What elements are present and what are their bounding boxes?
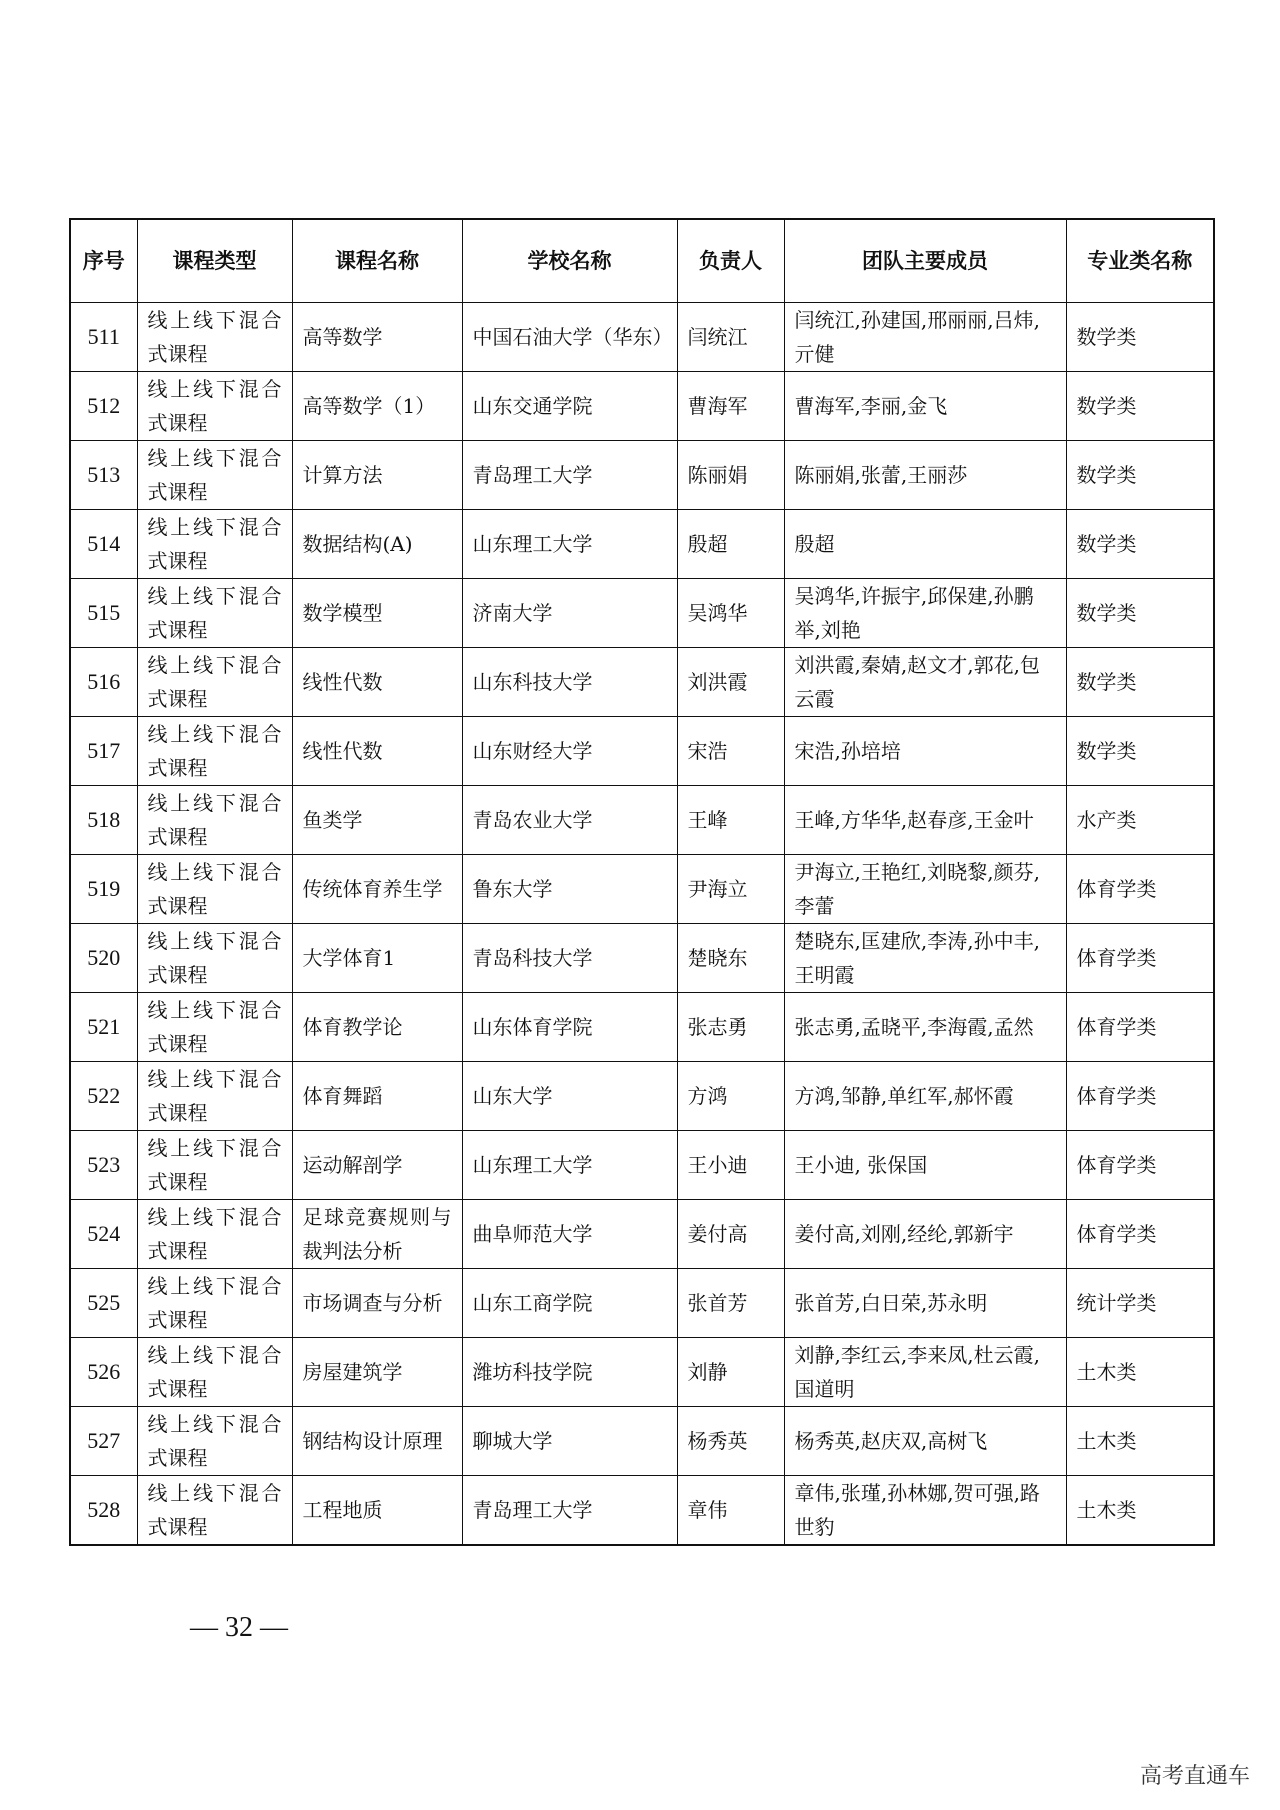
cell-index: 526 (70, 1338, 137, 1407)
header-course-name: 课程名称 (292, 219, 462, 303)
cell-course-type: 线上线下混合式课程 (137, 303, 292, 372)
cell-school-name: 中国石油大学（华东） (462, 303, 677, 372)
cell-index: 519 (70, 855, 137, 924)
cell-lead: 章伟 (677, 1476, 784, 1546)
cell-lead: 杨秀英 (677, 1407, 784, 1476)
header-team-members: 团队主要成员 (784, 219, 1066, 303)
cell-major-category: 数学类 (1066, 372, 1214, 441)
cell-index: 513 (70, 441, 137, 510)
cell-course-name: 数据结构(A) (292, 510, 462, 579)
cell-major-category: 土木类 (1066, 1476, 1214, 1546)
cell-team-members: 张首芳,白日荣,苏永明 (784, 1269, 1066, 1338)
table-row (70, 993, 1214, 1062)
cell-course-type: 线上线下混合式课程 (137, 510, 292, 579)
cell-team-members: 王小迪, 张保国 (784, 1131, 1066, 1200)
cell-course-name: 市场调查与分析 (292, 1269, 462, 1338)
table-row (70, 786, 1214, 855)
cell-school-name: 山东理工大学 (462, 510, 677, 579)
cell-school-name: 鲁东大学 (462, 855, 677, 924)
watermark-text: 高考直通车 (1139, 1764, 1250, 1789)
cell-course-name: 运动解剖学 (292, 1131, 462, 1200)
cell-index: 525 (70, 1269, 137, 1338)
cell-course-type: 线上线下混合式课程 (137, 441, 292, 510)
cell-course-name: 足球竞赛规则与裁判法分析 (292, 1200, 462, 1269)
cell-course-type: 线上线下混合式课程 (137, 1131, 292, 1200)
table-row (70, 648, 1214, 717)
cell-major-category: 体育学类 (1066, 855, 1214, 924)
cell-major-category: 体育学类 (1066, 1200, 1214, 1269)
cell-team-members: 张志勇,孟晓平,李海霞,孟然 (784, 993, 1066, 1062)
cell-lead: 陈丽娟 (677, 441, 784, 510)
cell-course-type: 线上线下混合式课程 (137, 924, 292, 993)
cell-team-members: 吴鸿华,许振宇,邱保建,孙鹏举,刘艳 (784, 579, 1066, 648)
table-row (70, 1338, 1214, 1407)
cell-course-type: 线上线下混合式课程 (137, 1476, 292, 1546)
cell-team-members: 刘静,李红云,李来凤,杜云霞,国道明 (784, 1338, 1066, 1407)
cell-lead: 宋浩 (677, 717, 784, 786)
cell-major-category: 土木类 (1066, 1407, 1214, 1476)
cell-school-name: 曲阜师范大学 (462, 1200, 677, 1269)
cell-course-name: 房屋建筑学 (292, 1338, 462, 1407)
cell-course-name: 传统体育养生学 (292, 855, 462, 924)
cell-lead: 刘静 (677, 1338, 784, 1407)
cell-team-members: 楚晓东,匡建欣,李涛,孙中丰,王明霞 (784, 924, 1066, 993)
cell-school-name: 山东理工大学 (462, 1131, 677, 1200)
cell-index: 522 (70, 1062, 137, 1131)
cell-team-members: 尹海立,王艳红,刘晓黎,颜芬,李蕾 (784, 855, 1066, 924)
cell-index: 524 (70, 1200, 137, 1269)
cell-team-members: 杨秀英,赵庆双,高树飞 (784, 1407, 1066, 1476)
cell-team-members: 宋浩,孙培培 (784, 717, 1066, 786)
cell-course-type: 线上线下混合式课程 (137, 717, 292, 786)
cell-course-name: 体育教学论 (292, 993, 462, 1062)
cell-course-type: 线上线下混合式课程 (137, 1338, 292, 1407)
cell-team-members: 闫统江,孙建国,邢丽丽,吕炜,亓健 (784, 303, 1066, 372)
cell-school-name: 山东大学 (462, 1062, 677, 1131)
cell-team-members: 刘洪霞,秦婧,赵文才,郭花,包云霞 (784, 648, 1066, 717)
cell-team-members: 陈丽娟,张蕾,王丽莎 (784, 441, 1066, 510)
cell-school-name: 青岛科技大学 (462, 924, 677, 993)
cell-team-members: 殷超 (784, 510, 1066, 579)
cell-course-type: 线上线下混合式课程 (137, 1062, 292, 1131)
table-row (70, 1200, 1214, 1269)
cell-course-name: 计算方法 (292, 441, 462, 510)
header-major-category: 专业类名称 (1066, 219, 1214, 303)
cell-major-category: 体育学类 (1066, 1062, 1214, 1131)
cell-team-members: 方鸿,邹静,单红军,郝怀霞 (784, 1062, 1066, 1131)
cell-major-category: 体育学类 (1066, 993, 1214, 1062)
cell-course-name: 钢结构设计原理 (292, 1407, 462, 1476)
cell-major-category: 统计学类 (1066, 1269, 1214, 1338)
cell-course-type: 线上线下混合式课程 (137, 1269, 292, 1338)
table-row (70, 1131, 1214, 1200)
cell-lead: 殷超 (677, 510, 784, 579)
cell-course-name: 数学模型 (292, 579, 462, 648)
cell-index: 512 (70, 372, 137, 441)
cell-major-category: 数学类 (1066, 441, 1214, 510)
table-body (70, 303, 1214, 1546)
table-row (70, 1476, 1214, 1546)
table-row (70, 1407, 1214, 1476)
cell-school-name: 潍坊科技学院 (462, 1338, 677, 1407)
table-row (70, 579, 1214, 648)
header-school-name: 学校名称 (462, 219, 677, 303)
cell-major-category: 数学类 (1066, 510, 1214, 579)
table-row (70, 855, 1214, 924)
cell-school-name: 青岛理工大学 (462, 441, 677, 510)
header-index: 序号 (70, 219, 137, 303)
table-row (70, 924, 1214, 993)
table-row (70, 303, 1214, 372)
cell-course-type: 线上线下混合式课程 (137, 579, 292, 648)
course-table (69, 218, 1215, 1546)
cell-course-name: 高等数学（1） (292, 372, 462, 441)
cell-index: 523 (70, 1131, 137, 1200)
cell-school-name: 济南大学 (462, 579, 677, 648)
cell-lead: 王峰 (677, 786, 784, 855)
cell-team-members: 章伟,张瑾,孙林娜,贺可强,路世豹 (784, 1476, 1066, 1546)
cell-index: 516 (70, 648, 137, 717)
cell-index: 521 (70, 993, 137, 1062)
cell-index: 527 (70, 1407, 137, 1476)
table-row (70, 441, 1214, 510)
cell-course-type: 线上线下混合式课程 (137, 855, 292, 924)
cell-school-name: 山东交通学院 (462, 372, 677, 441)
cell-course-type: 线上线下混合式课程 (137, 786, 292, 855)
cell-school-name: 山东体育学院 (462, 993, 677, 1062)
table-row (70, 1269, 1214, 1338)
cell-school-name: 山东财经大学 (462, 717, 677, 786)
cell-major-category: 体育学类 (1066, 1131, 1214, 1200)
cell-school-name: 山东工商学院 (462, 1269, 677, 1338)
cell-course-type: 线上线下混合式课程 (137, 1200, 292, 1269)
cell-course-name: 线性代数 (292, 717, 462, 786)
cell-major-category: 数学类 (1066, 579, 1214, 648)
cell-team-members: 王峰,方华华,赵春彦,王金叶 (784, 786, 1066, 855)
cell-course-name: 高等数学 (292, 303, 462, 372)
cell-school-name: 山东科技大学 (462, 648, 677, 717)
table-row (70, 717, 1214, 786)
header-lead: 负责人 (677, 219, 784, 303)
cell-team-members: 曹海军,李丽,金飞 (784, 372, 1066, 441)
cell-index: 517 (70, 717, 137, 786)
cell-lead: 王小迪 (677, 1131, 784, 1200)
cell-team-members: 姜付高,刘刚,经纶,郭新宇 (784, 1200, 1066, 1269)
cell-major-category: 土木类 (1066, 1338, 1214, 1407)
table-row (70, 372, 1214, 441)
cell-course-name: 大学体育1 (292, 924, 462, 993)
cell-lead: 张志勇 (677, 993, 784, 1062)
cell-major-category: 数学类 (1066, 717, 1214, 786)
cell-lead: 姜付高 (677, 1200, 784, 1269)
cell-index: 511 (70, 303, 137, 372)
cell-major-category: 数学类 (1066, 303, 1214, 372)
cell-lead: 楚晓东 (677, 924, 784, 993)
cell-lead: 尹海立 (677, 855, 784, 924)
cell-major-category: 体育学类 (1066, 924, 1214, 993)
cell-major-category: 水产类 (1066, 786, 1214, 855)
page-number: — 32 — (190, 1612, 288, 1643)
table-row (70, 1062, 1214, 1131)
cell-lead: 方鸿 (677, 1062, 784, 1131)
cell-lead: 张首芳 (677, 1269, 784, 1338)
cell-index: 515 (70, 579, 137, 648)
cell-course-type: 线上线下混合式课程 (137, 372, 292, 441)
table-row (70, 510, 1214, 579)
cell-lead: 闫统江 (677, 303, 784, 372)
cell-course-name: 鱼类学 (292, 786, 462, 855)
cell-lead: 曹海军 (677, 372, 784, 441)
cell-school-name: 青岛农业大学 (462, 786, 677, 855)
cell-course-type: 线上线下混合式课程 (137, 1407, 292, 1476)
cell-school-name: 聊城大学 (462, 1407, 677, 1476)
cell-course-type: 线上线下混合式课程 (137, 648, 292, 717)
cell-course-type: 线上线下混合式课程 (137, 993, 292, 1062)
cell-lead: 吴鸿华 (677, 579, 784, 648)
cell-index: 520 (70, 924, 137, 993)
cell-index: 518 (70, 786, 137, 855)
cell-lead: 刘洪霞 (677, 648, 784, 717)
table-header-row (70, 219, 1214, 303)
cell-school-name: 青岛理工大学 (462, 1476, 677, 1546)
header-course-type: 课程类型 (137, 219, 292, 303)
cell-major-category: 数学类 (1066, 648, 1214, 717)
cell-course-name: 线性代数 (292, 648, 462, 717)
cell-course-name: 体育舞蹈 (292, 1062, 462, 1131)
cell-index: 528 (70, 1476, 137, 1546)
cell-course-name: 工程地质 (292, 1476, 462, 1546)
cell-index: 514 (70, 510, 137, 579)
